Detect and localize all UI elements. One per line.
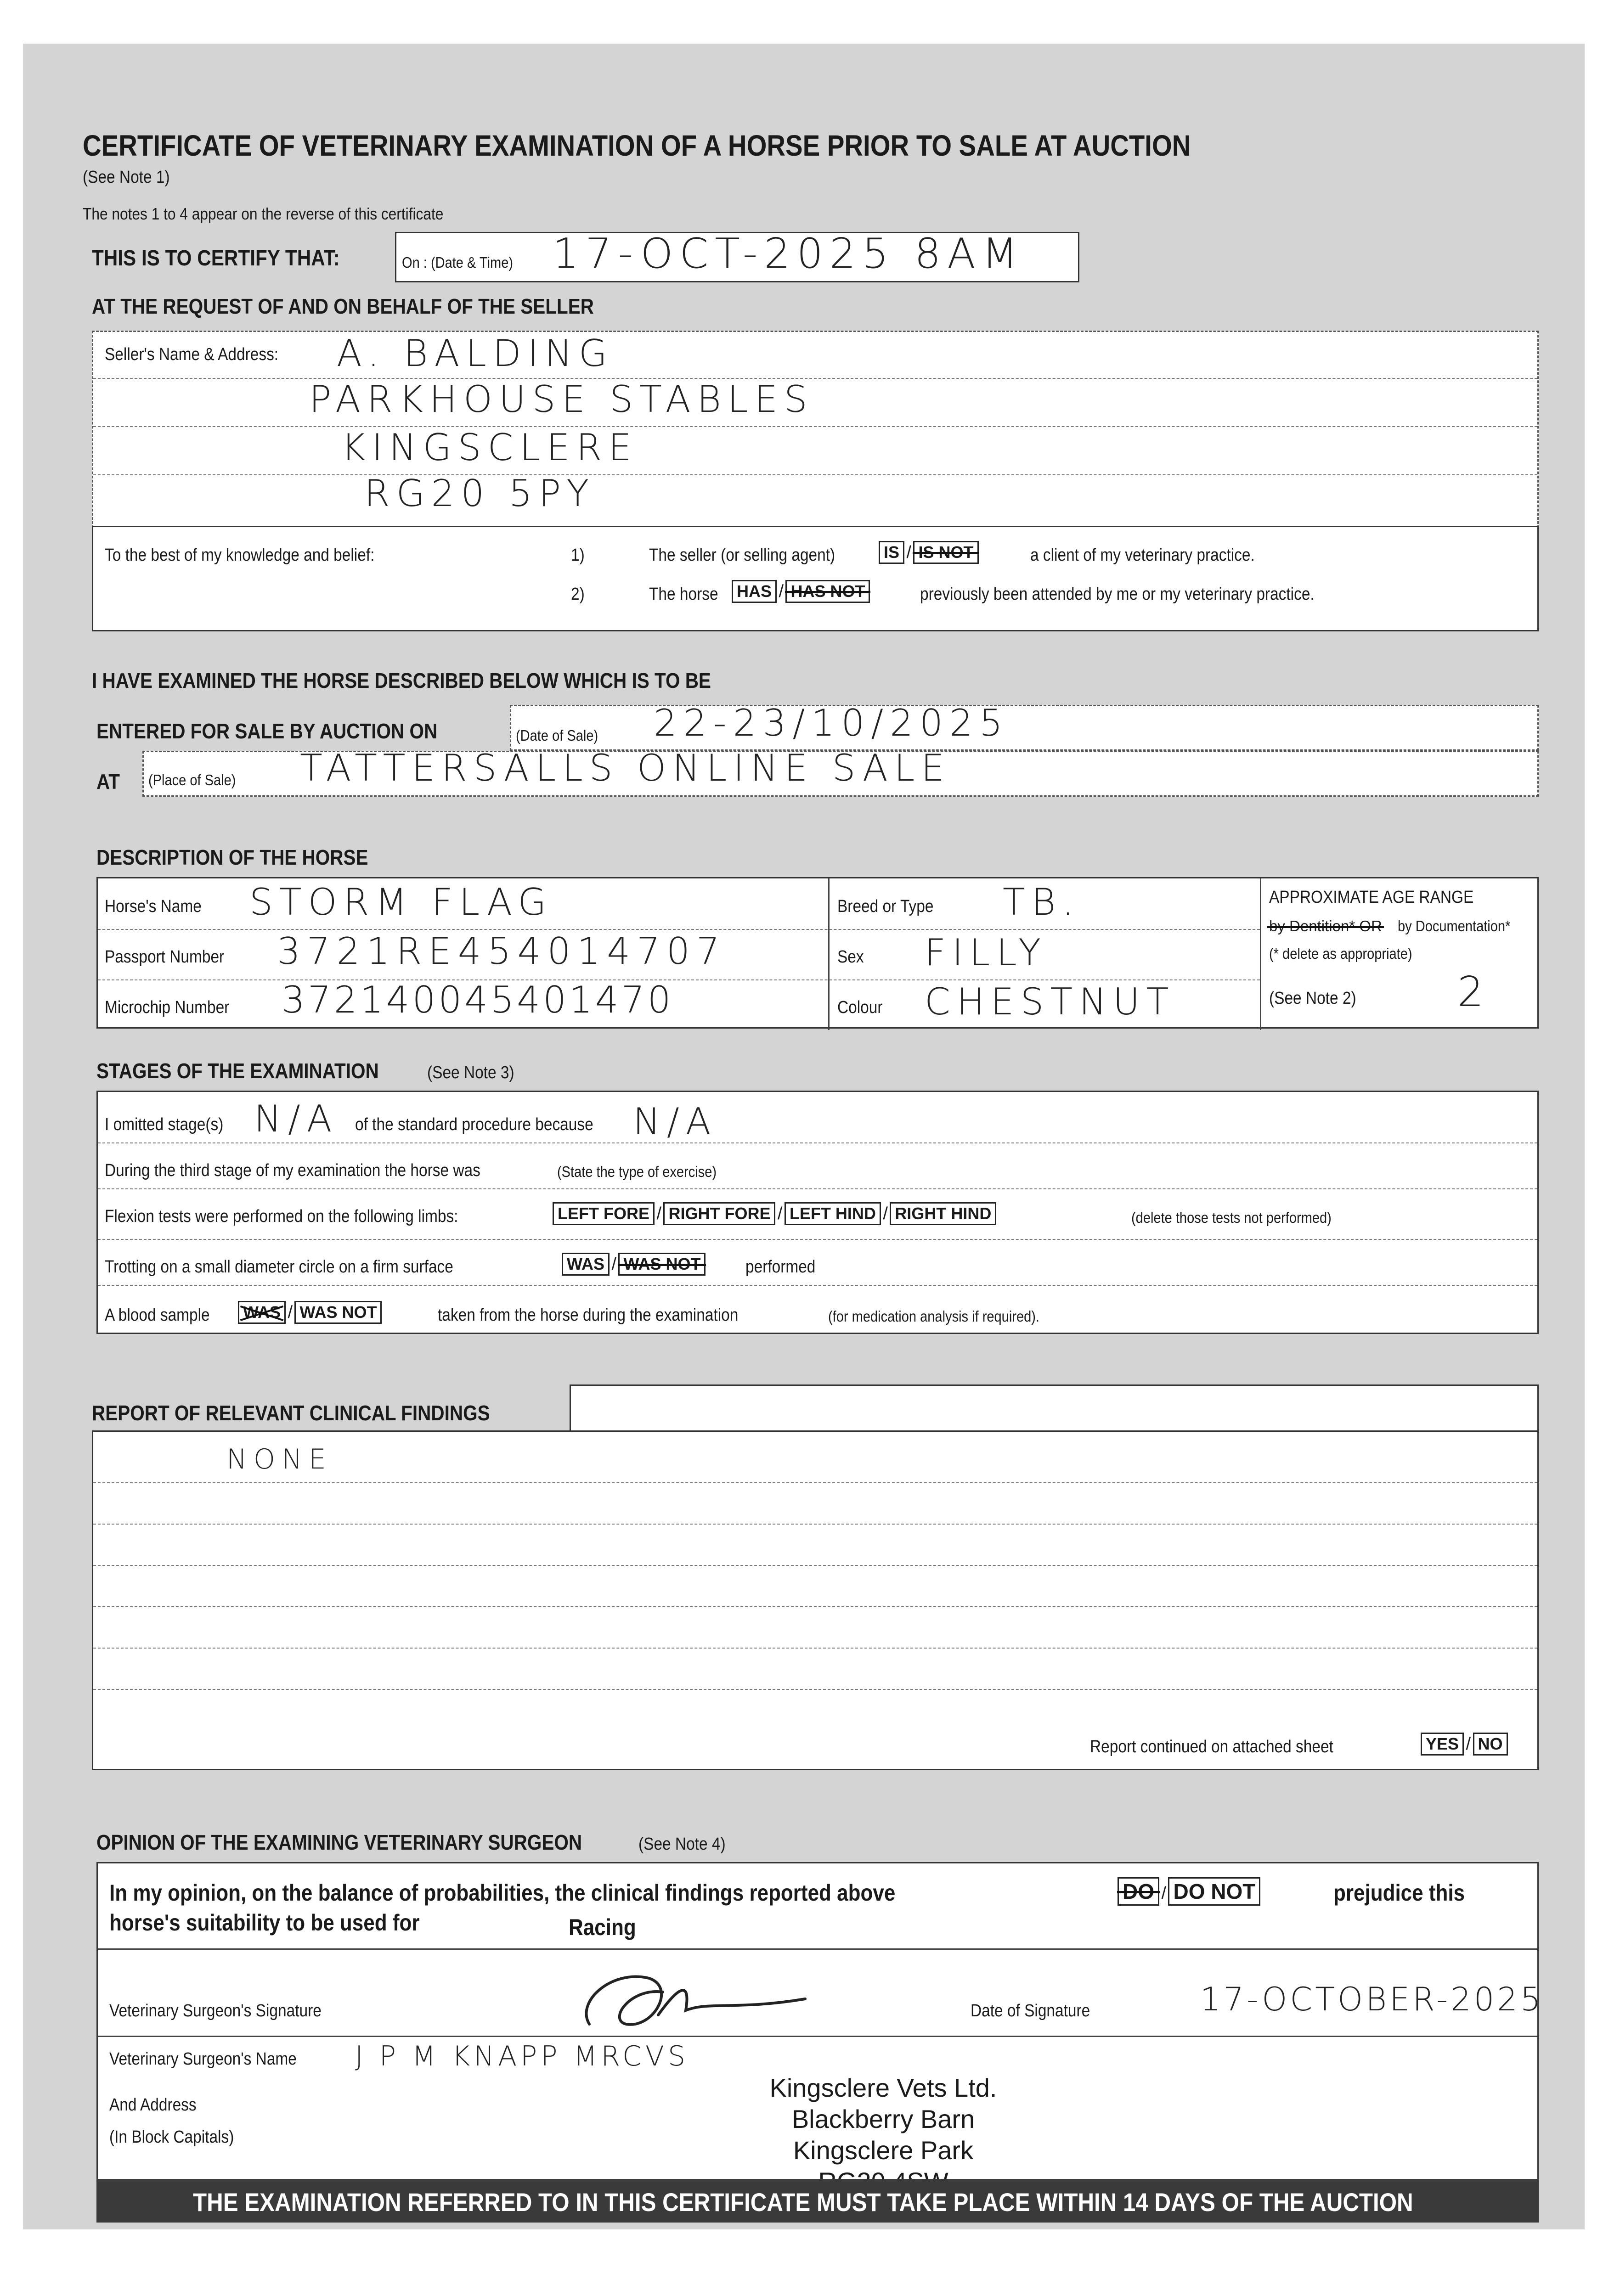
trotting-was[interactable]: WAS bbox=[562, 1253, 610, 1276]
flexion-label: Flexion tests were performed on the following limbs: bbox=[105, 1207, 458, 1226]
opinion-text-b: prejudice this bbox=[1333, 1880, 1465, 1906]
age-see-note: (See Note 2) bbox=[1269, 989, 1356, 1008]
page-title: CERTIFICATE OF VETERINARY EXAMINATION OF A HORSE PRIOR TO SALE AT AUCTION bbox=[83, 129, 1191, 162]
option-has[interactable]: HAS bbox=[732, 580, 777, 603]
sex-label: Sex bbox=[837, 947, 864, 967]
age-delete-note: (* delete as appropriate) bbox=[1269, 945, 1412, 962]
certificate-sheet bbox=[23, 44, 1585, 2229]
horse-name-label: Horse's Name bbox=[105, 897, 202, 916]
block-caps-label: (In Block Capitals) bbox=[109, 2127, 234, 2147]
opinion-do[interactable]: DO bbox=[1118, 1877, 1159, 1906]
because-value: N/A bbox=[633, 1100, 717, 1143]
address-line-1: Kingsclere Vets Ltd. bbox=[769, 2073, 997, 2102]
item2-options: HAS / HAS NOT bbox=[732, 580, 870, 603]
seller-heading: AT THE REQUEST OF AND ON BEHALF OF THE SELLER bbox=[92, 294, 594, 318]
at-label: AT bbox=[96, 770, 120, 793]
place-of-sale-field[interactable] bbox=[142, 747, 1539, 797]
age-value: 2 bbox=[1457, 968, 1490, 1016]
address-line-3: Kingsclere Park bbox=[793, 2136, 974, 2165]
signature-label: Veterinary Surgeon's Signature bbox=[109, 2001, 322, 2020]
opinion-note: (See Note 4) bbox=[638, 1835, 726, 1854]
opinion-do-not[interactable]: DO NOT bbox=[1168, 1877, 1260, 1906]
breed-value: TB. bbox=[1003, 881, 1080, 923]
colour-label: Colour bbox=[837, 998, 883, 1017]
item2-text: The horse bbox=[649, 585, 718, 604]
third-stage-note: (State the type of exercise) bbox=[557, 1163, 717, 1180]
blood-tail: taken from the horse during the examination bbox=[438, 1306, 739, 1325]
stages-box bbox=[96, 1091, 1539, 1334]
third-stage-label: During the third stage of my examination the horse was bbox=[105, 1161, 480, 1180]
colour-value: CHESTNUT bbox=[925, 980, 1175, 1023]
belief-label: To the best of my knowledge and belief: bbox=[105, 546, 375, 565]
item2-tail: previously been attended by me or my veterinary practice. bbox=[920, 585, 1315, 604]
opinion-text-a: In my opinion, on the balance of probabilities, the clinical findings reported above bbox=[109, 1880, 896, 1906]
opinion-box bbox=[96, 1862, 1544, 2220]
footer-banner bbox=[96, 2179, 1539, 2223]
age-by-dentition: by Dentition* OR bbox=[1269, 917, 1382, 934]
footer-banner-text: THE EXAMINATION REFERRED TO IN THIS CERTIFICATE MUST TAKE PLACE WITHIN 14 DAYS OF THE AUCTION bbox=[193, 2188, 1413, 2217]
limb-left-fore[interactable]: LEFT FORE bbox=[553, 1202, 655, 1225]
item1-text: The seller (or selling agent) bbox=[649, 546, 835, 565]
report-box[interactable] bbox=[92, 1430, 1539, 1770]
horse-name-value: STORM FLAG bbox=[249, 881, 553, 923]
item2-num: 2) bbox=[571, 585, 585, 604]
blood-label: A blood sample bbox=[105, 1306, 210, 1325]
blood-was-not[interactable]: WAS NOT bbox=[294, 1301, 382, 1324]
item1-tail: a client of my veterinary practice. bbox=[1030, 546, 1255, 565]
report-heading-box bbox=[570, 1384, 1539, 1430]
notes-line: The notes 1 to 4 appear on the reverse of this certificate bbox=[83, 204, 444, 223]
trotting-tail: performed bbox=[745, 1257, 816, 1277]
entered-label: ENTERED FOR SALE BY AUCTION ON bbox=[96, 719, 438, 743]
date-signature-label: Date of Signature bbox=[971, 2001, 1090, 2020]
on-value: 17-OCT-2025 8AM bbox=[553, 230, 1024, 278]
limb-left-hind[interactable]: LEFT HIND bbox=[785, 1202, 881, 1225]
sale-heading: I HAVE EXAMINED THE HORSE DESCRIBED BELOW WHICH IS TO BE bbox=[92, 669, 711, 692]
seller-line-1: A. BALDING bbox=[337, 332, 614, 375]
option-has-not[interactable]: HAS NOT bbox=[785, 580, 870, 603]
report-value: NONE bbox=[226, 1443, 333, 1475]
date-of-sale-value: 22-23/10/2025 bbox=[654, 702, 1009, 744]
blood-was[interactable]: WAS bbox=[238, 1301, 286, 1324]
item1-num: 1) bbox=[571, 546, 585, 565]
report-yes[interactable]: YES bbox=[1421, 1733, 1464, 1756]
limb-right-fore[interactable]: RIGHT FORE bbox=[663, 1202, 775, 1225]
report-continued-options: YES / NO bbox=[1421, 1733, 1508, 1756]
seller-line-2: PARKHOUSE STABLES bbox=[309, 378, 814, 421]
microchip-label: Microchip Number bbox=[105, 998, 230, 1017]
stages-note: (See Note 3) bbox=[427, 1063, 514, 1082]
seller-line-3: KINGSCLERE bbox=[341, 426, 638, 469]
passport-value: 3721RE454014707 bbox=[277, 930, 726, 973]
stages-heading-row bbox=[96, 1058, 418, 1083]
breed-label: Breed or Type bbox=[837, 897, 934, 916]
description-heading: DESCRIPTION OF THE HORSE bbox=[96, 845, 368, 869]
limb-right-hind[interactable]: RIGHT HIND bbox=[890, 1202, 996, 1225]
certify-label: THIS IS TO CERTIFY THAT: bbox=[92, 246, 340, 270]
blood-options: WAS / WAS NOT bbox=[238, 1301, 382, 1324]
omitted-label: I omitted stage(s) bbox=[105, 1115, 224, 1134]
address-line-2: Blackberry Barn bbox=[791, 2105, 975, 2133]
stages-heading: STAGES OF THE EXAMINATION bbox=[96, 1059, 379, 1083]
item1-options: IS / IS NOT bbox=[879, 541, 979, 564]
address-label: And Address bbox=[109, 2095, 197, 2115]
omitted-value: N/A bbox=[254, 1097, 339, 1140]
belief-box bbox=[92, 526, 1539, 631]
age-heading: APPROXIMATE AGE RANGE bbox=[1269, 888, 1474, 907]
report-heading: REPORT OF RELEVANT CLINICAL FINDINGS bbox=[92, 1401, 490, 1425]
on-label: On : (Date & Time) bbox=[402, 254, 514, 271]
age-by-documentation: by Documentation* bbox=[1398, 917, 1511, 934]
vet-name-label: Veterinary Surgeon's Name bbox=[109, 2049, 297, 2069]
trotting-was-not[interactable]: WAS NOT bbox=[618, 1253, 706, 1276]
opinion-text-c: horse's suitability to be used for bbox=[109, 1910, 420, 1936]
microchip-value: 372140045401470 bbox=[282, 979, 674, 1021]
place-of-sale-label: (Place of Sale) bbox=[148, 771, 236, 788]
opinion-use-value: Racing bbox=[569, 1914, 636, 1940]
date-of-sale-field[interactable] bbox=[510, 702, 1539, 751]
seller-name-label: Seller's Name & Address: bbox=[105, 345, 279, 364]
vet-name-value: J P M KNAPP MRCVS bbox=[355, 2040, 689, 2072]
signature-mark bbox=[571, 1955, 819, 2038]
because-label: of the standard procedure because bbox=[355, 1115, 593, 1134]
trotting-options: WAS / WAS NOT bbox=[562, 1253, 706, 1276]
option-is[interactable]: IS bbox=[879, 541, 904, 564]
option-is-not[interactable]: IS NOT bbox=[913, 541, 978, 564]
opinion-options: DO / DO NOT bbox=[1118, 1877, 1260, 1906]
flexion-note: (delete those tests not performed) bbox=[1131, 1209, 1332, 1226]
date-time-field[interactable] bbox=[395, 232, 1079, 282]
place-of-sale-value: TATTERSALLS ONLINE SALE bbox=[300, 747, 951, 789]
passport-label: Passport Number bbox=[105, 947, 225, 967]
blood-note: (for medication analysis if required). bbox=[828, 1308, 1039, 1325]
sex-value: FILLY bbox=[925, 931, 1047, 974]
seller-box bbox=[92, 331, 1539, 528]
date-of-sale-label: (Date of Sale) bbox=[516, 727, 598, 744]
description-box bbox=[96, 877, 1539, 1029]
date-signature-value: 17-OCTOBER-2025 bbox=[1200, 1981, 1544, 2018]
report-no[interactable]: NO bbox=[1473, 1733, 1508, 1756]
report-continued-label: Report continued on attached sheet bbox=[1090, 1737, 1333, 1756]
flexion-options: LEFT FORE / RIGHT FORE / LEFT HIND / RIGHT HIND bbox=[553, 1202, 996, 1225]
opinion-heading: OPINION OF THE EXAMINING VETERINARY SURGEON bbox=[96, 1830, 582, 1854]
see-note-1: (See Note 1) bbox=[83, 168, 170, 187]
seller-line-4: RG20 5PY bbox=[364, 472, 596, 515]
trotting-label: Trotting on a small diameter circle on a firm surface bbox=[105, 1257, 453, 1277]
